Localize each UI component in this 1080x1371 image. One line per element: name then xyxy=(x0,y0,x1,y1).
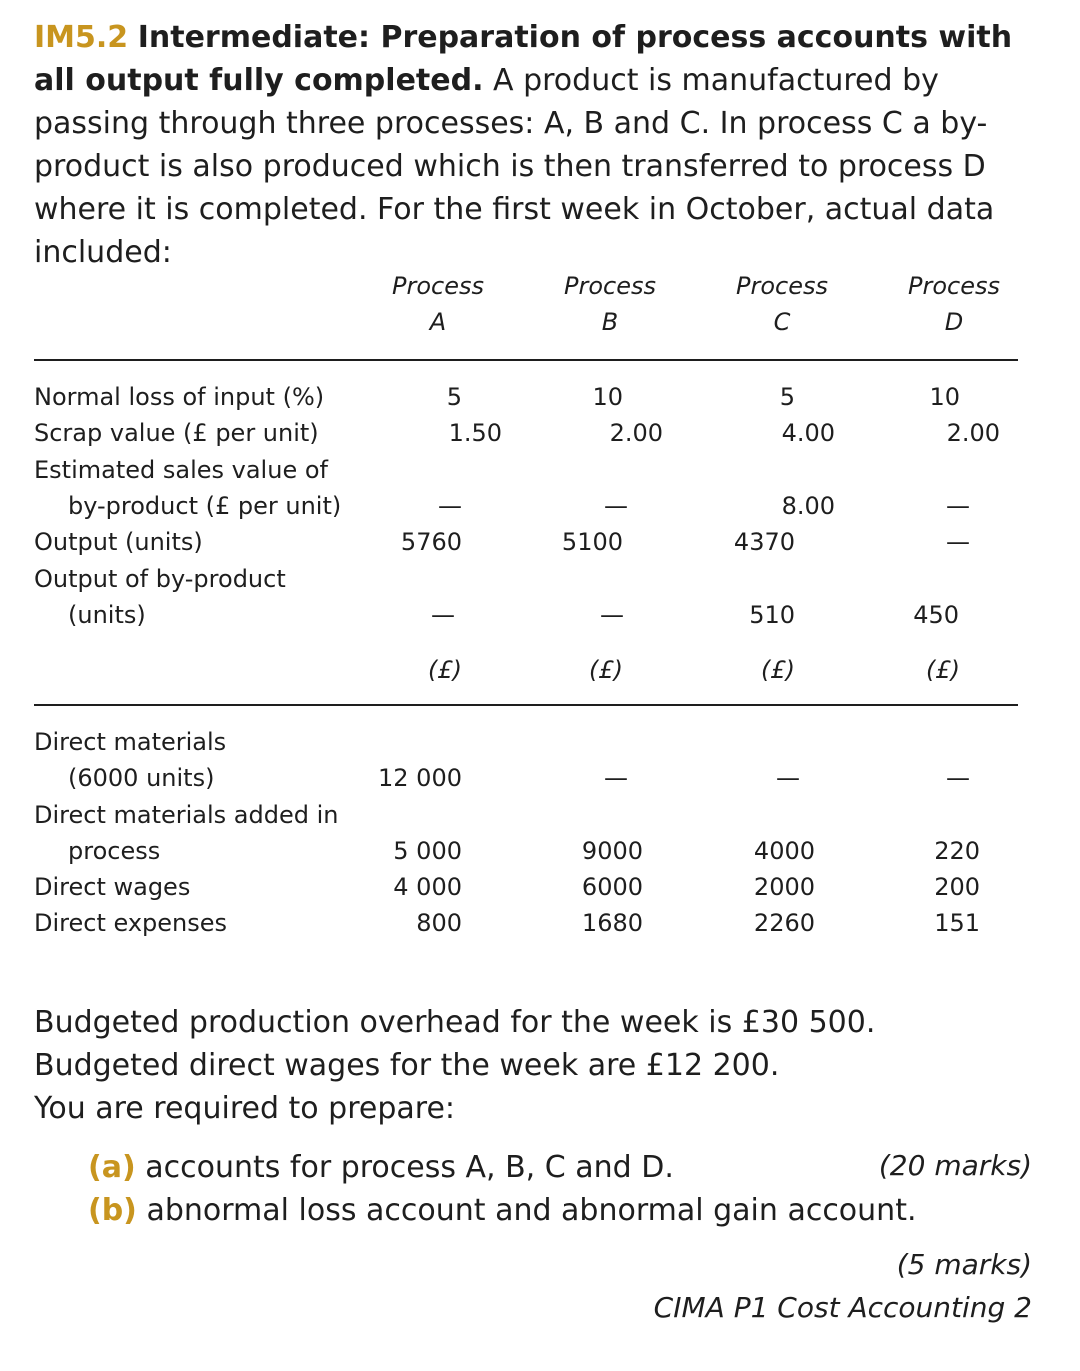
task-a-marks: (20 marks) xyxy=(878,1149,1032,1182)
question-text: A product is manufactured by passing through three processes: A, B and C. In process C a by-product is also produced which is then transferred to process D where it is completed. For the first week in October, actual data included: xyxy=(34,63,995,270)
task-b-text: abnormal loss account and abnormal gain account. xyxy=(146,1193,917,1228)
col-header-a: Process A xyxy=(392,272,484,336)
table-rule-top xyxy=(34,359,1018,361)
wages-text: Budgeted direct wages for the week are £12 200. xyxy=(34,1048,780,1083)
required-text: You are required to prepare: xyxy=(34,1091,456,1126)
task-b xyxy=(88,1189,917,1232)
task-a-label: (a) xyxy=(88,1150,136,1185)
source-citation: CIMA P1 Cost Accounting 2 xyxy=(653,1291,1032,1324)
col-header-b: Process B xyxy=(564,272,656,336)
question-title: Intermediate: Preparation of process accounts with all output fully completed xyxy=(34,20,1013,98)
task-a xyxy=(88,1146,674,1189)
question-code: IM5.2 xyxy=(34,20,129,55)
overhead-text: Budgeted production overhead for the week is £30 500. xyxy=(34,1005,876,1040)
table-rule-middle xyxy=(34,704,1018,706)
col-header-c: Process C xyxy=(736,272,828,336)
col-header-d: Process D xyxy=(908,272,1000,336)
task-a-text: accounts for process A, B, C and D. xyxy=(145,1150,674,1185)
task-b-marks: (5 marks) xyxy=(896,1248,1032,1281)
question-intro: IM5.2 Intermediate: Preparation of process accounts with all output fully completed. A product is manufactured by passing through three processes: A, B and C. In process C a by-product is also produced which is then transferred to process D where it is completed. For the first week in October, actual data included: xyxy=(34,20,1013,270)
task-b-label: (b) xyxy=(88,1193,137,1228)
